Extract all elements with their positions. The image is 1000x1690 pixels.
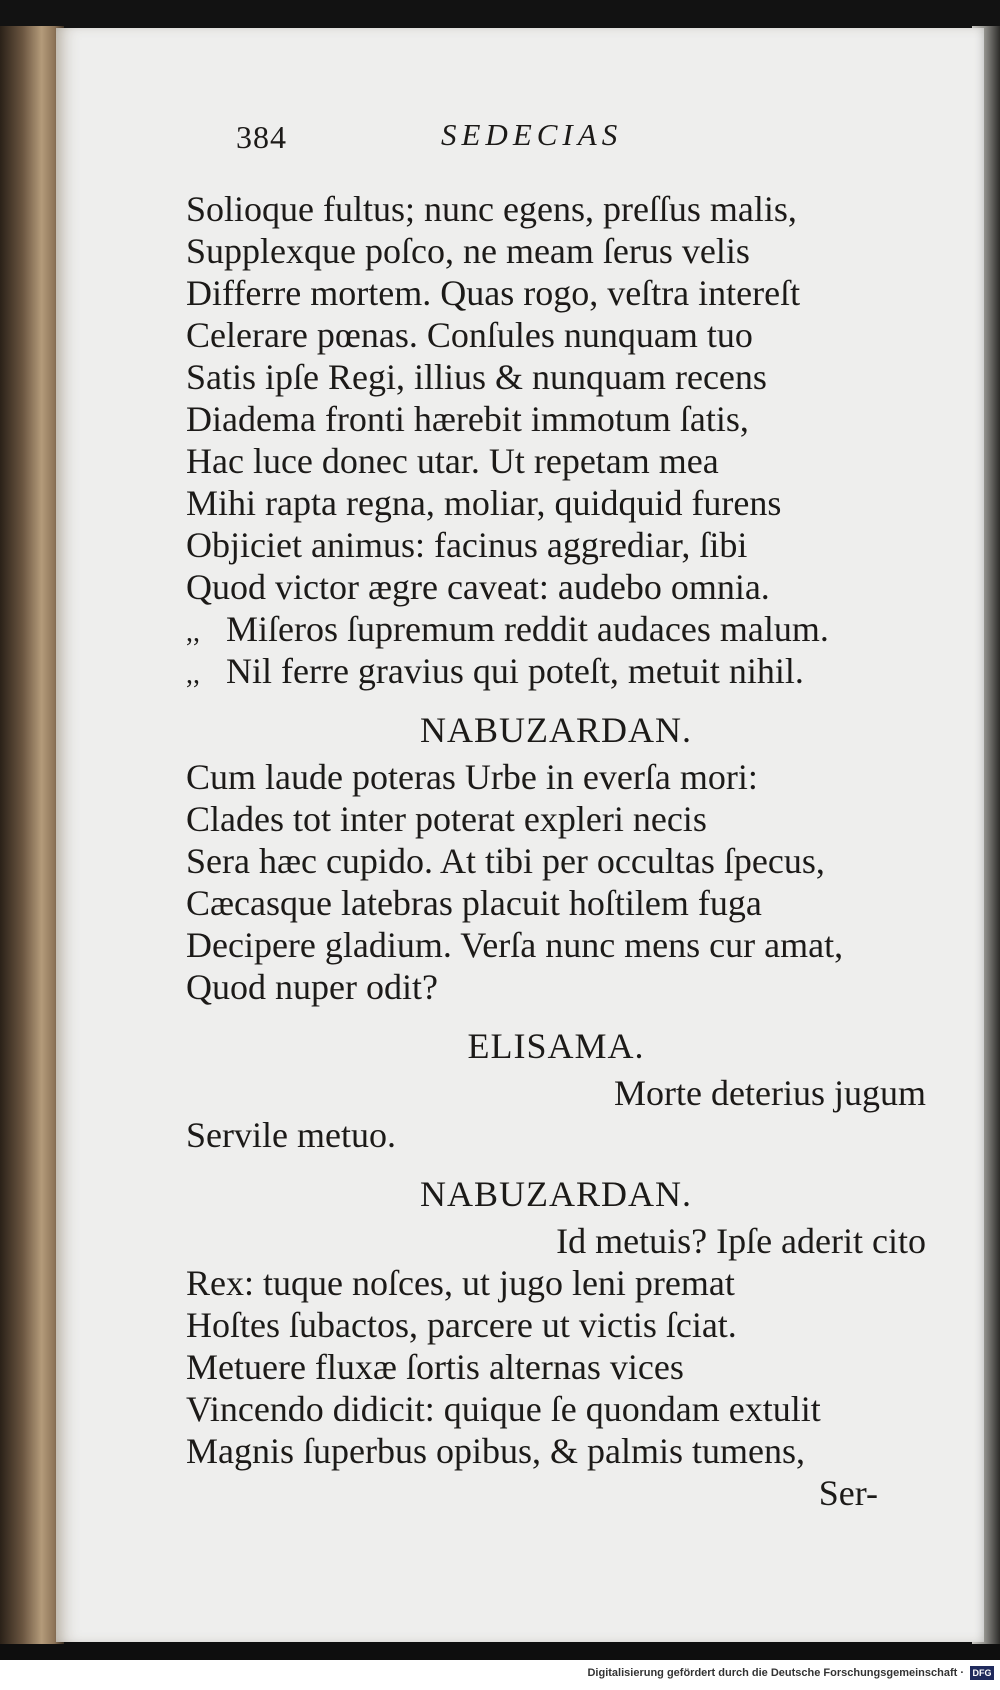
scan-top-border <box>0 0 1000 28</box>
verse-block-2 <box>186 756 926 1008</box>
verse-line: Solioque fultus; nunc egens, preſſus malis, <box>186 189 797 229</box>
verse-line: Hac luce donec utar. Ut repetam mea <box>186 441 719 481</box>
page-number: 384 <box>236 119 287 155</box>
verse-continuation-line: Id metuis? Ipſe aderit cito <box>556 1221 926 1261</box>
verse-line: Magnis ſuperbus opibus, & palmis tumens, <box>186 1431 805 1471</box>
verse-line: Rex: tuque noſces, ut jugo leni premat <box>186 1263 735 1303</box>
catchword: Ser- <box>818 1473 878 1513</box>
verse-block-1 <box>186 188 926 692</box>
dfg-logo: DFG <box>970 1666 994 1680</box>
verse-line: Celerare pœnas. Conſules nunquam tuo <box>186 315 753 355</box>
verse-line: Hoſtes ſubactos, parcere ut victis ſciat. <box>186 1305 737 1345</box>
verse-line: Decipere gladium. Verſa nunc mens cur amat, <box>186 925 844 965</box>
verse-line: Satis ipſe Regi, illius & nunquam recens <box>186 357 767 397</box>
running-head <box>56 93 984 153</box>
digitization-footer <box>0 1660 1000 1690</box>
verse-line: Quod nuper odit? <box>186 967 438 1007</box>
quoted-line-text: Nil ferre gravius qui poteſt, metuit nihil. <box>226 651 804 691</box>
verse-line: Metuere fluxæ ſortis alternas vices <box>186 1347 684 1387</box>
speaker-heading: ELISAMA. <box>467 1026 645 1066</box>
speaker-heading: NABUZARDAN. <box>420 1174 692 1214</box>
verse-line: Mihi rapta regna, moliar, quidquid furens <box>186 483 782 523</box>
quoted-verse-line <box>186 650 926 692</box>
funding-credit: Digitalisierung gefördert durch die Deutsche Forschungsgemeinschaft · <box>587 1667 964 1679</box>
speaker-heading: NABUZARDAN. <box>420 710 692 750</box>
verse-line: Servile metuo. <box>186 1115 396 1155</box>
quoted-line-text: Miſeros ſupremum reddit audaces malum. <box>226 609 829 649</box>
verse-line: Quod victor ægre caveat: audebo omnia. <box>186 567 770 607</box>
verse-block-4 <box>186 1220 926 1472</box>
book-page <box>56 28 984 1642</box>
quotation-mark: ,, <box>186 659 200 690</box>
verse-continuation-line: Morte deterius jugum <box>614 1073 926 1113</box>
verse-line: Supplexque poſco, ne meam ſerus velis <box>186 231 750 271</box>
verse-line: Sera hæc cupido. At tibi per occultas ſpecus, <box>186 841 825 881</box>
quotation-mark: ,, <box>186 617 200 648</box>
verse-line: Differre mortem. Quas rogo, veſtra intereſt <box>186 273 801 313</box>
verse-line: Objiciet animus: facinus aggrediar, ſibi <box>186 525 748 565</box>
page-content <box>56 28 984 1642</box>
book-spine-edge <box>0 26 64 1644</box>
verse-line: Cum laude poteras Urbe in everſa mori: <box>186 757 758 797</box>
scan-bottom-border <box>0 1644 1000 1660</box>
verse-line: Clades tot inter poterat expleri necis <box>186 799 707 839</box>
verse-line: Cæcasque latebras placuit hoſtilem fuga <box>186 883 762 923</box>
verse-block-3 <box>186 1072 926 1156</box>
verse-line: Vincendo didicit: quique ſe quondam extulit <box>186 1389 821 1429</box>
quoted-verse-line <box>186 608 926 650</box>
verse-line: Diadema fronti hærebit immotum ſatis, <box>186 399 749 439</box>
running-title: SEDECIAS <box>441 117 623 152</box>
text-block <box>186 188 926 1514</box>
